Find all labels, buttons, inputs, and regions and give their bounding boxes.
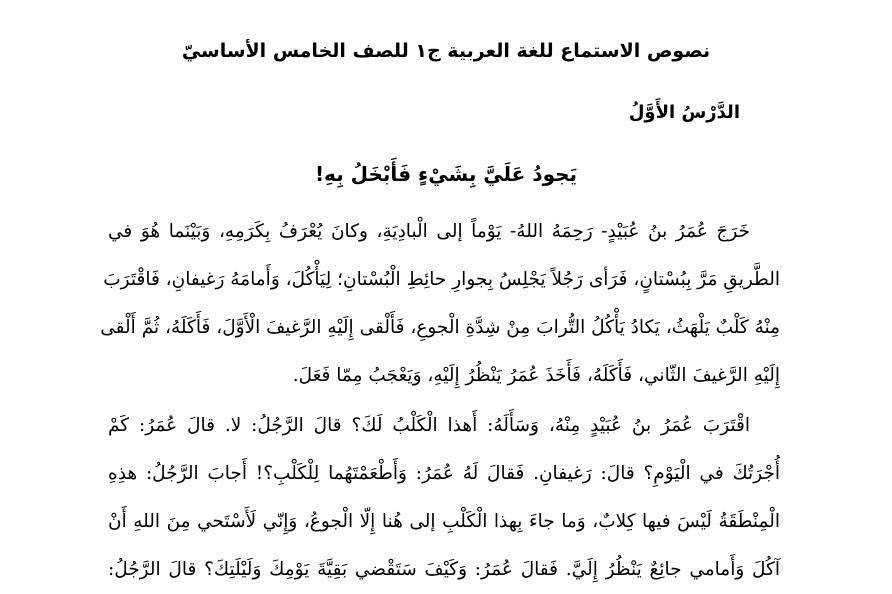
story-title: يَجودُ عَلَيَّ بِشَيْءٍ فَأَبْخَلُ بِهِ! bbox=[314, 162, 578, 186]
lesson-heading: الدَّرْسُ الأَوَّلُ bbox=[628, 102, 740, 123]
document-title: نصوص الاستماع للغة العربية ج١ للصف الخامس الأساسيّ bbox=[181, 40, 711, 62]
text-line: إِلَيْهِ الرَّغيفَ الثّاني، فَأَكَلَهُ، فَأَخَذَ عُمَرُ يَنْظُرُ إِلَيْهِ، وَيَعْجَبُ مِمّا فَعَلَ. bbox=[292, 365, 780, 386]
paragraph-1 bbox=[100, 208, 780, 400]
text-line: أُجْرَتُكَ في الْيَوْمِ؟ قالَ: رَغيفانِ. فَقالَ لَهُ عُمَرُ: وَأَطْعَمْتَهُما لِلْكَلْبِ؟! أَجابَ الرَّجُلُ: هذِهِ bbox=[108, 463, 780, 484]
text-line: الطَّريقِ مَرَّ بِبُسْتانٍ، فَرَأى رَجُلاً يَجْلِسُ بِجوارِ حائِطِ الْبُسْتانِ؛ لِيَأْكُلَ، وَأَمامَهُ رَغيفانِ، فَاقْتَرَبَ bbox=[103, 269, 780, 290]
text-line: مِنْهُ كَلْبٌ يَلْهَثُ، يَكادُ يَأْكُلُ التُّرابَ مِنْ شِدَّةِ الْجوعِ، فَأَلْقى إِلَيْهِ الرَّغيفَ الْأَوَّلَ، فَأَكَلَهُ، ثُمَّ أَلْقى bbox=[100, 317, 780, 338]
paragraph-2 bbox=[108, 402, 780, 594]
text-line: اقْتَرَبَ عُمَرُ بنُ عُبَيْدٍ مِنْهُ، وَسَأَلَهُ: أَهذا الْكَلْبُ لَكَ؟ قالَ الرَّجُلُ: لا. قالَ عُمَرُ: كَمْ bbox=[108, 415, 750, 436]
text-line: آكُلَ وَأَمامي جائِعٌ يَنْظُرُ إِلَيَّ. فَقالَ عُمَرُ: وَكَيْفَ سَتَقْضي بَقِيَّةَ يَوْمِكَ وَلَيْلَتِكَ؟ قالَ الرَّجُلُ: bbox=[108, 559, 780, 580]
text-line: الْمِنْطَقَةُ لَيْسَ فيها كِلابٌ، وَما جاءَ بِهذا الْكَلْبِ إلى هُنا إِلّا الْجوعُ، وَإِنّي لَأَسْتَحي مِنَ اللهِ أَنْ bbox=[108, 511, 780, 532]
text-line: خَرَجَ عُمَرُ بنُ عُبَيْدٍ- رَحِمَهُ اللهُ- يَوْماً إلى الْبادِيَةِ، وكانَ يُعْرَفُ بِكَرَمِهِ، وَبَيْنَما هُوَ في bbox=[108, 221, 750, 242]
